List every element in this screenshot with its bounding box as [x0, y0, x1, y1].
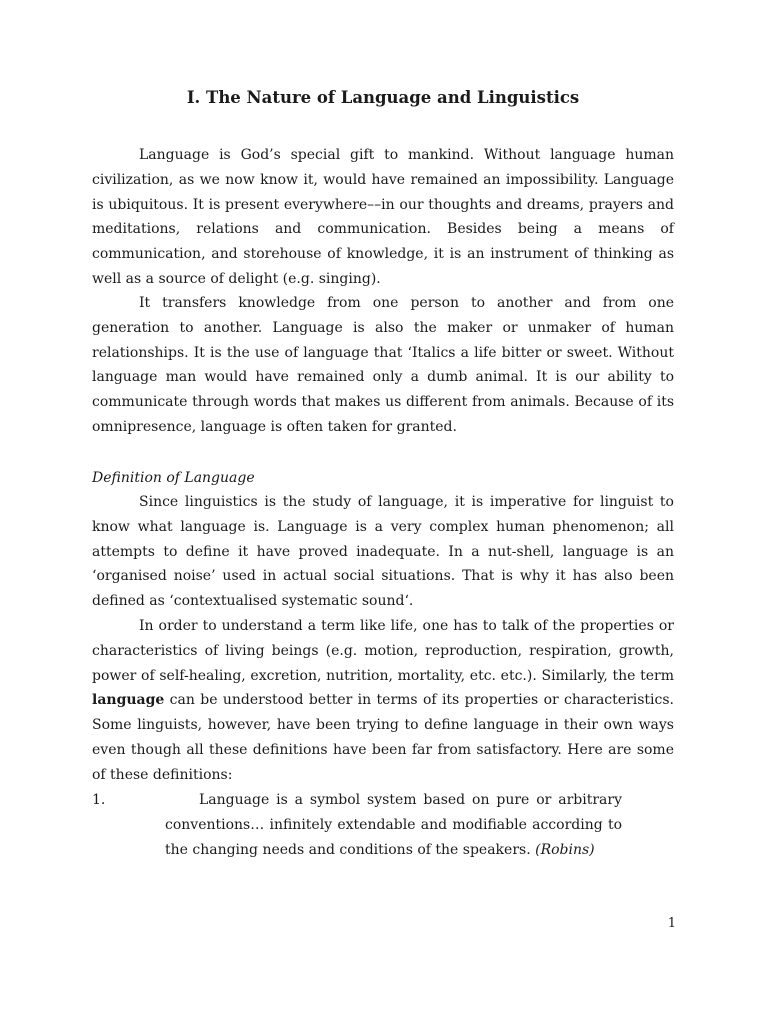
- paragraph-knowledge-transfer: It transfers knowledge from one person to another and from one generation to another. Language is also the maker or unmaker of human relationships. It is the use of language that ‘Italics a life bitter or sweet. Without language man would have remained only a dumb animal. It is our ability to communicate through words that makes us different from animals. Because of its omnipresence, language is often taken for granted.: [92, 295, 674, 435]
- page-number: 1: [667, 916, 676, 931]
- definition-number: 1.: [92, 792, 106, 808]
- definition-source: (Robins): [535, 841, 595, 858]
- definition-body: [165, 788, 622, 862]
- section-subheading: Definition of Language: [92, 470, 255, 486]
- paragraph-properties: [92, 614, 674, 788]
- definition-text: Language is a symbol system based on pure or arbitrary conventions… infinitely extendable and modifiable according to the changing needs and conditions of the speakers.: [165, 792, 622, 858]
- bold-term-language: language: [92, 692, 165, 709]
- paragraph-definition-intro: Since linguistics is the study of language, it is imperative for linguist to know what language is. Language is a very complex human phenomenon; all attempts to define it have proved inadequate. In a nut-shell, language is an ‘organised noise’ used in actual social situations. That is why it has also been defined as ‘contextualised systematic sound‘.: [92, 494, 674, 610]
- paragraph-properties-text-2: can be understood better in terms of its properties or characteristics. Some linguists, however, have been trying to define language in their own ways even though all these definitions have been far from satisfactory. Here are some of these definitions:: [92, 692, 674, 783]
- paragraph-intro: Language is God’s special gift to mankind. Without language human civilization, as we now know it, would have remained an impossibility. Language is ubiquitous. It is present everywhere––in our thoughts and dreams, prayers and meditations, relations and communication. Besides being a means of communication, and storehouse of knowledge, it is an instrument of thinking as well as a source of delight (e.g. singing).: [92, 147, 674, 287]
- paragraph-properties-text-1: In order to understand a term like life, one has to talk of the properties or characteristics of living beings (e.g. motion, reproduction, respiration, growth, power of self-healing, excretion, nutrition, mortality, etc. etc.). Similarly, the term: [92, 618, 674, 684]
- chapter-title: I. The Nature of Language and Linguistics: [186, 88, 580, 107]
